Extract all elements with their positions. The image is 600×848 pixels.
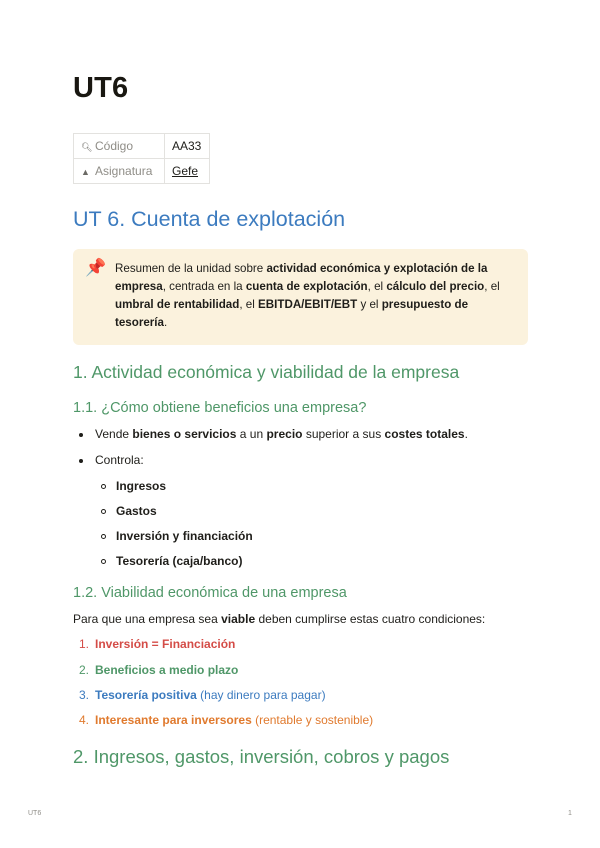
condition-item: 1. Inversión = Financiación (79, 637, 236, 651)
condition-item: 3. Tesorería positiva (hay dinero para pagar) (79, 688, 326, 702)
viability-intro: Para que una empresa sea viable deben cumplirse estas cuatro condiciones: (73, 612, 486, 626)
subsection-1-1-heading: 1.1. ¿Cómo obtiene beneficios una empresa? (73, 400, 367, 416)
pushpin-icon: 📌 (85, 258, 107, 277)
page-title: UT6 (73, 72, 129, 104)
condition-item: 2. Beneficios a medio plazo (79, 663, 239, 677)
summary-callout: 📌 Resumen de la unidad sobre actividad económica y explotación de la empresa, centrada en la cuenta de explotación, el cálculo del precio, el umbral de rentabilidad, el EBITDA/EBIT/EBT y el presupuesto de tesorería. (73, 249, 528, 345)
subsection-1-2-heading: 1.2. Viabilidad económica de una empresa (73, 585, 347, 601)
property-key: Código (95, 139, 134, 153)
section-1-heading: 1. Actividad económica y viabilidad de la empresa (73, 362, 460, 382)
unit-heading: UT 6. Cuenta de explotación (73, 207, 346, 231)
asignatura-link[interactable]: Gefe (172, 164, 199, 178)
condition-item: 4. Interesante para inversores (rentable y sostenible) (79, 713, 374, 727)
sub-list-item: Inversión y financiación (73, 529, 253, 543)
list-item: Vende bienes o servicios a un precio superior a sus costes totales. (73, 427, 468, 441)
properties-table (73, 133, 210, 184)
sub-list-item: Tesorería (caja/banco) (73, 554, 243, 568)
lock-icon: ▲ (81, 167, 90, 177)
property-row-asignatura (74, 159, 210, 184)
property-value: AA33 (165, 134, 210, 159)
sub-list-item: Gastos (73, 504, 157, 518)
property-row-codigo (74, 134, 210, 159)
footer-left: UT6 (28, 810, 42, 817)
property-key: Asignatura (95, 164, 153, 178)
page-number: 1 (568, 810, 572, 817)
search-icon: 🔍︎ (81, 142, 93, 152)
sub-list-item: Ingresos (73, 479, 166, 493)
list-item: Controla: (73, 453, 144, 467)
section-2-heading: 2. Ingresos, gastos, inversión, cobros y pagos (73, 746, 450, 767)
